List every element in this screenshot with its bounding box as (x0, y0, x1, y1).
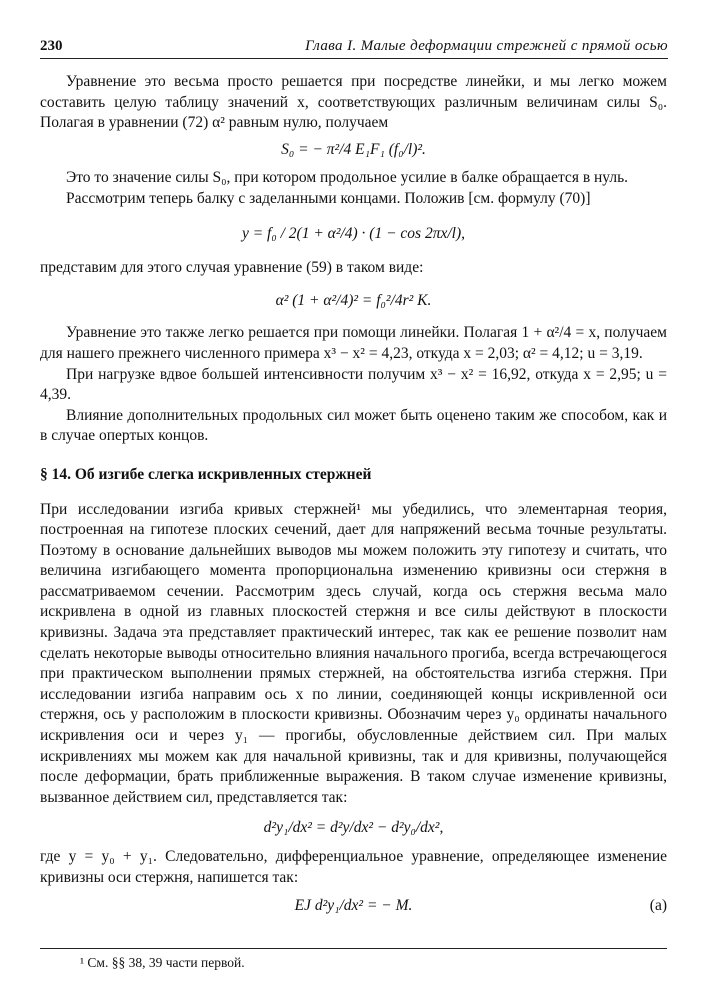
footnote-text: ¹ См. §§ 38, 39 части первой. (80, 955, 245, 970)
page-number: 230 (40, 38, 63, 54)
paragraph: Влияние дополнительных продольных сил может быть оценено таким же способом, как и в случае опертых концов. (40, 406, 667, 445)
paragraph: Уравнение это весьма просто решается при посредстве линейки, и мы легко можем составить целую таблицу значений x, соответствующих различным величинам силы S₀. Полагая в уравнении (72) α² равным нулю, получаем (40, 73, 667, 132)
paragraph: При нагрузке вдвое большей интенсивности получим x³ − x² = 16,92, откуда x = 2,95; u = 4,39. (40, 365, 667, 404)
paragraph: Рассмотрим теперь балку с заделанными концами. Положив [см. формулу (70)] (66, 189, 591, 207)
equation-a (40, 896, 667, 917)
equation-label: (a) (649, 897, 667, 915)
running-title: Глава I. Малые деформации стрежней с прямой осью (305, 38, 668, 54)
footnote (40, 948, 667, 974)
paragraph: Это то значение силы S₀, при котором продольное усилие в балке обращается в нуль. (66, 169, 629, 187)
equation: d²y₁/dx² = d²y/dx² − d²y₀/dx², (263, 819, 444, 837)
paragraph: представим для этого случая уравнение (59) в таком виде: (40, 259, 424, 277)
paragraph: Уравнение это также легко решается при помощи линейки. Полагая 1 + α²/4 = x, получаем для нашего прежнего численного примера x³ − x² = 4,23, откуда x = 2,03; α² = 4,12; u = 3,19. (40, 324, 667, 362)
equation: S₀ = − π²/4 E₁F₁ (f₀/l)². (281, 140, 426, 158)
page-body (40, 72, 667, 925)
equation: α² (1 + α²/4)² = f₀²/4r² K. (275, 291, 432, 309)
equation: y = f₀ / 2(1 + α²/4) · (1 − cos 2πx/l), (241, 224, 466, 242)
paragraph: При исследовании изгиба кривых стержней¹ мы убедились, что элементарная теория, построенная на гипотезе плоских сечений, дает для напряжений весьма точные результаты. Поэтому в основание дальнейших выводов мы можем положить эту гипотезу и считать, что величина изгибающего момента пропорциональна изменению кривизны оси стержня в рассматриваемом сечении. Рассмотрим здесь случай, когда ось стержня весьма мало искривлена в одной из главных плоскостей стержня и все силы действуют в плоскости кривизны. Задача эта представляет практический интерес, так как ее решение позволит нам сделать некоторые выводы относительно влияния начального прогиба, всегда встречающегося при практическом выполнении прямых стержней, на обстоятельства изгиба стержня. При исследовании изгиба направим ось x по линии, соединяющей концы искривленной оси стержня, ось y расположим в плоскости кривизны. Обозначим через y₀ ординаты начального искривления оси и через y₁ — прогибы, обусловленные действием сил. При малых искривлениях мы можем как для начальной кривизны, так и для кривизны, получающейся после деформации, брать приближенные выражения. В таком случае изменение кривизны, вызванное действием сил, представляется так: (40, 500, 667, 806)
section-heading: § 14. Об изгибе слегка искривленных стержней (40, 465, 372, 483)
equation-text: EJ d²y₁/dx² = − M. (294, 897, 413, 915)
page-header (40, 36, 668, 59)
paragraph: где y = y₀ + y₁. Следовательно, дифференциальное уравнение, определяющее изменение кривизны оси стержня, напишется так: (40, 848, 667, 886)
